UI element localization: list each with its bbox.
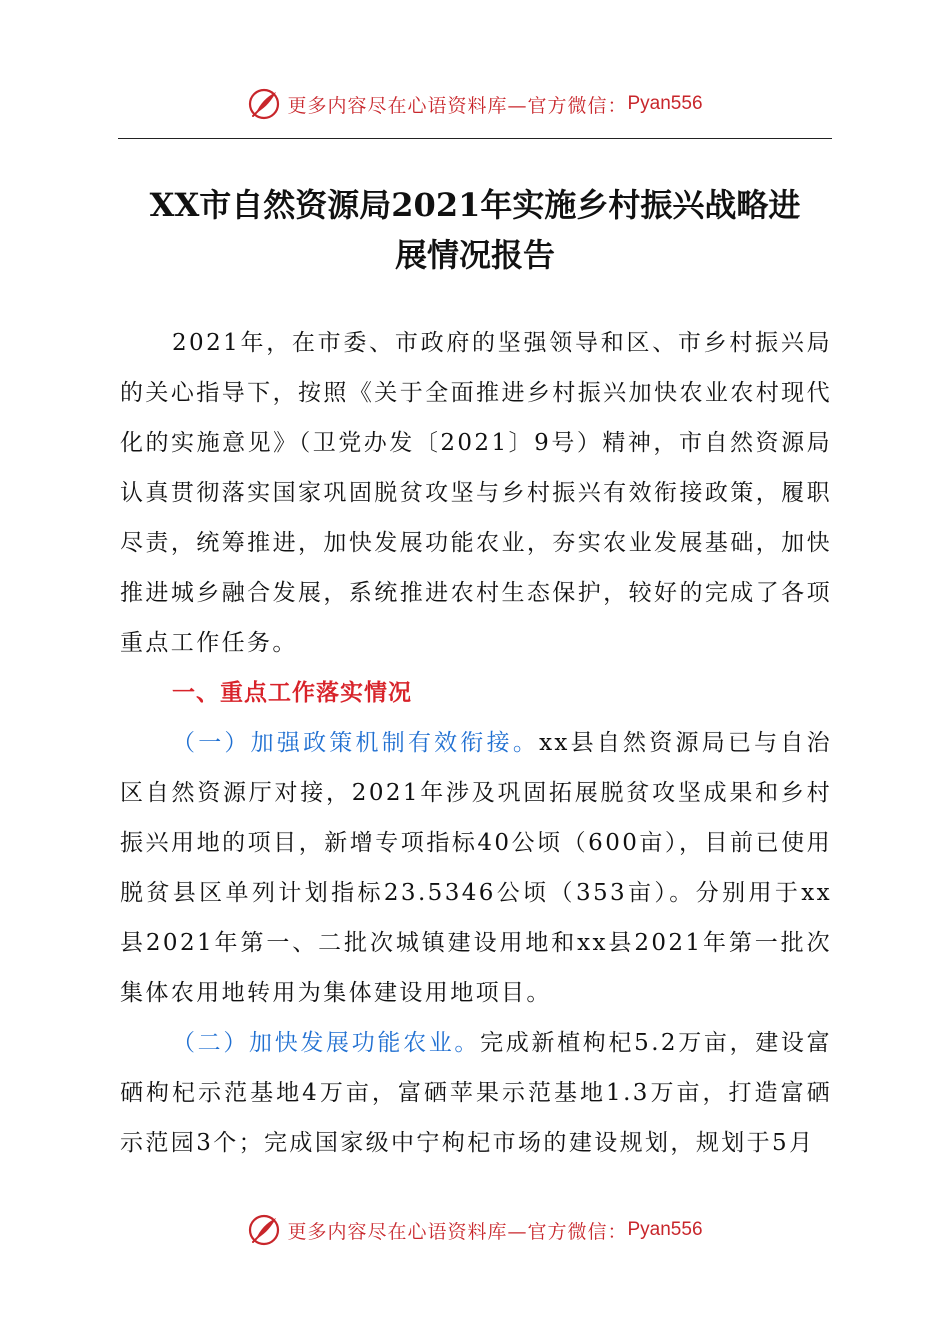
item-1-paragraph [120,718,832,1018]
item-1-text: xx县自然资源局已与自治区自然资源厅对接，2021年涉及巩固拓展脱贫攻坚成果和乡村振兴用地的项目，新增专项指标40公顷（600亩），目前已使用脱贫县区单列计划指标23.5346公顷（353亩）。分别用于xx县2021年第一、二批次城镇建设用地和xx县2021年第一批次集体农用地转用为集体建设用地项目。 [120,730,832,1006]
title-line-2: 展情况报告 [394,236,555,274]
watermark-text: 更多内容尽在心语资料库—官方微信： [287,1220,628,1243]
intro-paragraph: 2021年，在市委、市政府的坚强领导和区、市乡村振兴局的关心指导下，按照《关于全面推进乡村振兴加快农业农村现代化的实施意见》（卫党办发〔2021〕9号）精神，市自然资源局认真贯彻落实国家巩固脱贫攻坚与乡村振兴有效衔接政策，履职尽责，统筹推进，加快发展功能农业，夯实农业发展基础，加快推进城乡融合发展，系统推进农村生态保护，较好的完成了各项重点工作任务。 [120,330,832,656]
watermark-account: Pyan556 [627,1219,703,1240]
item-1-label: （一）加强政策机制有效衔接。 [172,730,540,756]
footer-watermark [0,1210,950,1250]
item-2-paragraph [120,1018,832,1168]
watermark-account: Pyan556 [627,93,703,114]
watermark-text: 更多内容尽在心语资料库—官方微信： [287,94,628,117]
document-body [120,318,832,1168]
header-watermark [0,84,950,124]
title-line-1: XX市自然资源局2021年实施乡村振兴战略进 [149,186,801,224]
item-2-label: （二）加快发展功能农业。 [172,1030,481,1056]
section-heading: 一、重点工作落实情况 [172,679,412,706]
header-divider [118,138,832,139]
document-title [100,180,850,280]
quill-pen-logo-icon [247,1213,281,1247]
quill-pen-logo-icon [247,87,281,121]
item-2-text: 完成新植枸杞5.2万亩，建设富硒枸杞示范基地4万亩，富硒苹果示范基地1.3万亩，打造富硒示范园3个；完成国家级中宁枸杞市场的建设规划，规划于5月 [120,1030,832,1156]
